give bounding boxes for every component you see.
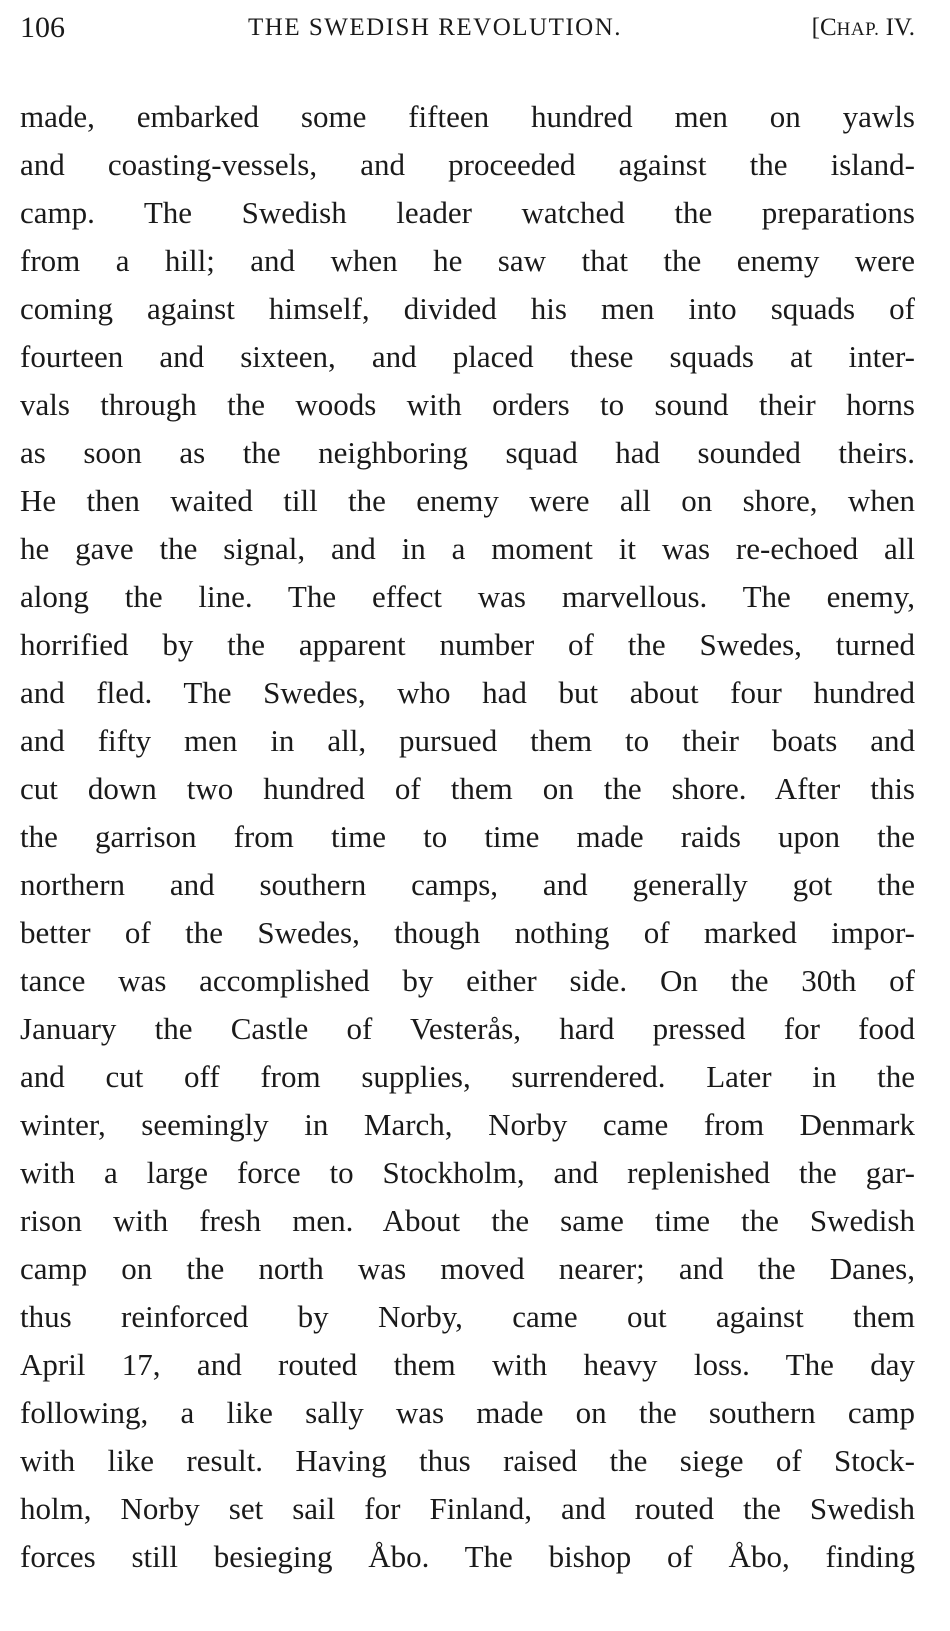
text-line: winter, seemingly in March, Norby came from Denmark [20, 1107, 915, 1142]
chapter-reference [812, 8, 915, 50]
text-line: cut down two hundred of them on the shore. After this [20, 771, 915, 806]
body-text [20, 93, 915, 1581]
chapter-number: IV. [885, 14, 915, 41]
text-line: and fifty men in all, pursued them to their boats and [20, 723, 915, 758]
text-line: forces still besieging Åbo. The bishop of Åbo, finding [20, 1539, 915, 1574]
page-number: 106 [20, 11, 65, 44]
text-line: with a large force to Stockholm, and replenished the gar- [20, 1155, 915, 1190]
chapter-small-caps: HAP. [836, 19, 880, 40]
running-head [20, 8, 915, 48]
chapter-cap: C [819, 14, 837, 41]
text-line: He then waited till the enemy were all on shore, when [20, 483, 915, 518]
text-line: tance was accomplished by either side. On the 30th of [20, 963, 915, 998]
text-line: the garrison from time to time made raids upon the [20, 819, 915, 854]
text-line: and coasting-vessels, and proceeded against the island- [20, 147, 915, 182]
text-line: holm, Norby set sail for Finland, and routed the Swedish [20, 1491, 915, 1526]
text-line: he gave the signal, and in a moment it was re-echoed all [20, 531, 915, 566]
text-line: from a hill; and when he saw that the enemy were [20, 243, 915, 278]
text-line: as soon as the neighboring squad had sounded theirs. [20, 435, 915, 470]
text-line: April 17, and routed them with heavy loss. The day [20, 1347, 915, 1382]
running-title: THE SWEDISH REVOLUTION. [248, 14, 623, 41]
text-line: camp. The Swedish leader watched the preparations [20, 195, 915, 230]
text-line: thus reinforced by Norby, came out against them [20, 1299, 915, 1334]
text-line: January the Castle of Vesterås, hard pressed for food [20, 1011, 915, 1046]
text-line: rison with fresh men. About the same time the Swedish [20, 1203, 915, 1238]
text-line: made, embarked some fifteen hundred men on yawls [20, 99, 915, 134]
chapter-bracket: [ [811, 14, 820, 41]
text-line: vals through the woods with orders to sound their horns [20, 387, 915, 422]
text-line: better of the Swedes, though nothing of marked impor- [20, 915, 915, 950]
text-line: fourteen and sixteen, and placed these squads at inter- [20, 339, 915, 374]
text-line: horrified by the apparent number of the Swedes, turned [20, 627, 915, 662]
text-line: and cut off from supplies, surrendered. Later in the [20, 1059, 915, 1094]
text-line: camp on the north was moved nearer; and the Danes, [20, 1251, 915, 1286]
text-line: and fled. The Swedes, who had but about four hundred [20, 675, 915, 710]
text-line: along the line. The effect was marvellous. The enemy, [20, 579, 915, 614]
text-line: with like result. Having thus raised the siege of Stock- [20, 1443, 915, 1478]
text-line: northern and southern camps, and generally got the [20, 867, 915, 902]
text-line: following, a like sally was made on the southern camp [20, 1395, 915, 1430]
text-line: coming against himself, divided his men into squads of [20, 291, 915, 326]
